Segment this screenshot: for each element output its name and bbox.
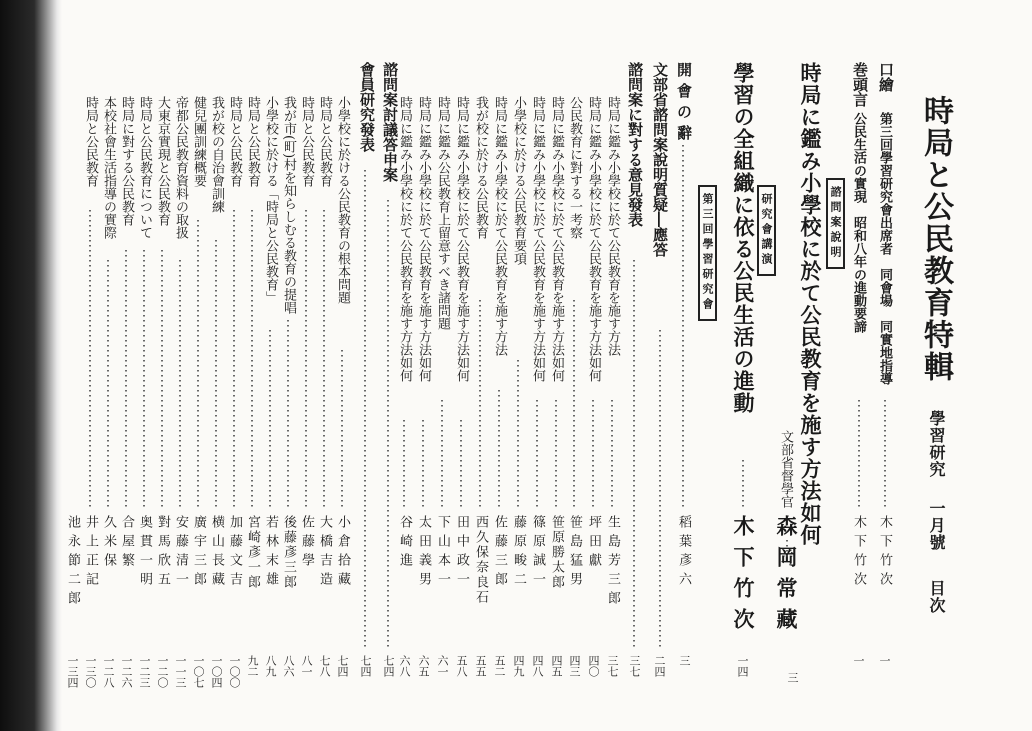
main-article-page: 三 bbox=[786, 672, 799, 683]
toc-entry-page: 一一三 bbox=[174, 655, 187, 688]
toc-entry-page: 四〇 bbox=[587, 655, 600, 677]
toc-entry-page: 一〇〇 bbox=[228, 655, 241, 688]
toc-entry: 時局に鑑み小學校に於て公民教育を施す方法如何 bbox=[454, 96, 469, 382]
toc-entry-author: 太田義男 bbox=[416, 515, 431, 591]
toc-entry: 我が市(町)村を知らしむる教育の提唱 bbox=[281, 96, 296, 315]
toc-entry: 時局と公民教育 bbox=[317, 96, 332, 187]
section-page: 三七 bbox=[628, 655, 641, 677]
toc-entry: 時局と公民教育について bbox=[137, 96, 152, 239]
toc-entry-author: 笹原勝太郎 bbox=[549, 515, 564, 590]
toc-entry-author: 生島芳三郎 bbox=[605, 515, 620, 610]
front-author: 木下竹次 bbox=[877, 515, 892, 591]
toc-entry-page: 四九 bbox=[512, 655, 525, 677]
toc-entry-author: 西久保奈良石 bbox=[473, 515, 488, 605]
section-box: 研究會講演 bbox=[757, 185, 776, 276]
toc-entry-page: 五八 bbox=[455, 655, 468, 677]
toc-entry-page: 四五 bbox=[550, 655, 563, 677]
toc-entry-author: 加藤文吉 bbox=[227, 515, 242, 591]
section-page: 七四 bbox=[382, 655, 395, 677]
toc-entry: 小學校に於ける「時局と公民教育」 bbox=[263, 96, 278, 304]
toc-entry: 時局に鑑み小學校に於て公民教育を施す方法如何 bbox=[586, 96, 601, 382]
toc-entry: 公民教育に對する一考察 bbox=[567, 96, 582, 239]
toc-label: 目次 bbox=[927, 580, 946, 614]
toc-entry: 時局と公民教育 bbox=[227, 96, 242, 187]
toc-entry: 時局と公民教育 bbox=[83, 96, 98, 187]
toc-entry-author: 宮崎彥一郎 bbox=[245, 515, 260, 590]
front-page: 一 bbox=[878, 655, 891, 666]
section-box: 諮問案說明 bbox=[826, 178, 845, 269]
toc-entry-author: 後藤彥三郎 bbox=[281, 515, 296, 590]
toc-entry-page: 一三〇 bbox=[84, 655, 97, 688]
opening-page: 三 bbox=[678, 655, 691, 666]
toc-entry: 時局に鑑み公民教育上留意すべき諸問題 bbox=[435, 96, 450, 330]
toc-entry-author: 篠原誠一 bbox=[530, 515, 545, 591]
main-article-author: 木下竹次 bbox=[731, 515, 756, 639]
toc-entry-author: 谷崎進 bbox=[397, 515, 412, 572]
front-text: 第三回學習研究會出席者 同會場 同實地指導 bbox=[877, 112, 892, 385]
toc-entry-author: 小倉拾藏 bbox=[335, 515, 350, 591]
toc-entry: 我が校の自治會訓練 bbox=[209, 96, 224, 213]
toc-entry-author: 坪田獻 bbox=[586, 515, 601, 572]
toc-entry-page: 一二〇 bbox=[156, 655, 169, 688]
toc-entry-page: 一二八 bbox=[102, 655, 115, 688]
toc-entry-author: 安藤清一 bbox=[173, 515, 188, 591]
toc-entry-author: 廣宇三郎 bbox=[191, 515, 206, 591]
toc-entry-page: 八九 bbox=[264, 655, 277, 677]
toc-entry-author: 合屋繁 bbox=[119, 515, 134, 572]
toc-entry-author: 下山本一 bbox=[435, 515, 450, 591]
toc-entry-author: 藤原畯二 bbox=[511, 515, 526, 591]
toc-entry-page: 一〇四 bbox=[210, 655, 223, 688]
front-label: 巻頭言 bbox=[851, 62, 869, 107]
toc-entry: 小學校に於ける公民教育の根本問題 bbox=[335, 96, 350, 304]
main-article: 時局に鑑み小學校に於て公民教育を施す方法如何 bbox=[798, 62, 823, 546]
toc-entry: 時局と公民教育 bbox=[245, 96, 260, 187]
main-article-role: 文部省督學官 bbox=[778, 430, 793, 508]
section-heading: 會員研究發表 bbox=[358, 62, 376, 152]
toc-entry-author: 笹島猛男 bbox=[567, 515, 582, 591]
toc-entry-author: 佐藤學 bbox=[299, 515, 314, 572]
toc-entry-author: 井上正記 bbox=[83, 515, 98, 591]
toc-entry-author: 若林末雄 bbox=[263, 515, 278, 591]
front-text: 公民生活の實現 昭和八年の進動要諦 bbox=[851, 112, 866, 333]
toc-entry-author: 横山長藏 bbox=[209, 515, 224, 591]
front-page: 一 bbox=[852, 655, 865, 666]
toc-entry-author: 大橋吉造 bbox=[317, 515, 332, 591]
front-author: 木下竹次 bbox=[851, 515, 866, 591]
toc-entry-author: 田中政一 bbox=[454, 515, 469, 591]
page-title: 時局と公民教育特輯 bbox=[918, 95, 953, 383]
front-label: 口繪 bbox=[877, 62, 895, 92]
toc-entry-page: 六一 bbox=[436, 655, 449, 677]
toc-entry: 時局に鑑み小學校に於て公民教育を施す方法如何 bbox=[530, 96, 545, 382]
section-box: 第三回學習研究會 bbox=[698, 185, 717, 321]
opening-author: 稻葉彥六 bbox=[676, 515, 691, 591]
toc-entry-author: 久米保 bbox=[101, 515, 116, 572]
toc-entry: 本校社會生活指導の實際 bbox=[101, 96, 116, 239]
toc-entry: 時局に對する公民教育 bbox=[119, 96, 134, 226]
toc-entry-page: 五二 bbox=[493, 655, 506, 677]
series-name: 學習研究 bbox=[927, 410, 946, 478]
toc-entry-page: 七四 bbox=[336, 655, 349, 677]
toc-entry-page: 七八 bbox=[318, 655, 331, 677]
toc-entry: 時局に鑑み小學校に於て公民教育を施す方法如何 bbox=[416, 96, 431, 382]
toc-entry-page: 六八 bbox=[398, 655, 411, 677]
main-article: 學習の全組織に依る公民生活の進動 bbox=[731, 62, 756, 414]
toc-entry-author: 奥貫一明 bbox=[137, 515, 152, 591]
toc-entry-page: 一〇七 bbox=[192, 655, 205, 688]
toc-entry: 健兒團訓練概要 bbox=[191, 96, 206, 187]
toc-entry-page: 六五 bbox=[417, 655, 430, 677]
toc-entry: 帝都公民教育資料の取扱 bbox=[173, 96, 188, 239]
section-page: 二四 bbox=[653, 655, 666, 677]
toc-entry: 大東京實現と公民教育 bbox=[155, 96, 170, 226]
toc-entry-page: 八一 bbox=[300, 655, 313, 677]
section-heading: 諮問案に對する意見發表 bbox=[626, 62, 644, 227]
toc-entry: 我が校に於ける公民教育 bbox=[473, 96, 488, 239]
main-article-author: 森岡常藏 bbox=[774, 515, 799, 639]
issue-month: 一月號 bbox=[927, 500, 946, 551]
toc-entry-author: 池永節二郎 bbox=[65, 515, 80, 610]
section-page: 七四 bbox=[359, 655, 372, 677]
toc-entry-author: 對馬欣五 bbox=[155, 515, 170, 591]
opening-address: 開會の辭 bbox=[675, 62, 693, 146]
toc-entry: 時局に鑑み小學校に於て公民教育を施す方法 bbox=[605, 96, 620, 356]
section-heading: 文部省諮問案說明質疑―應答 bbox=[651, 62, 669, 257]
toc-entry: 小學校に於ける公民教育要項 bbox=[511, 96, 526, 265]
toc-entry-page: 三七 bbox=[606, 655, 619, 677]
toc-entry-page: 一三四 bbox=[66, 655, 79, 688]
toc-entry-author: 佐藤三郎 bbox=[492, 515, 507, 591]
toc-entry: 時局に鑑み小學校に於て公民教育を施す方法如何 bbox=[397, 96, 412, 382]
toc-entry-page: 一二三 bbox=[138, 655, 151, 688]
main-article-page: 一四 bbox=[736, 655, 749, 677]
toc-entry: 時局に鑑み小學校に於て公民教育を施す方法如何 bbox=[549, 96, 564, 382]
toc-entry-page: 四八 bbox=[531, 655, 544, 677]
toc-entry-page: 四三 bbox=[568, 655, 581, 677]
toc-entry: 時局に鑑み小學校に於て公民教育を施す方法 bbox=[492, 96, 507, 356]
toc-entry-page: 九二 bbox=[246, 655, 259, 677]
section-heading: 諮問案討議答申案 bbox=[381, 62, 399, 182]
toc-entry-page: 八六 bbox=[282, 655, 295, 677]
toc-entry-page: 一二六 bbox=[120, 655, 133, 688]
toc-entry: 時局と公民教育 bbox=[299, 96, 314, 187]
toc-entry-page: 五五 bbox=[474, 655, 487, 677]
